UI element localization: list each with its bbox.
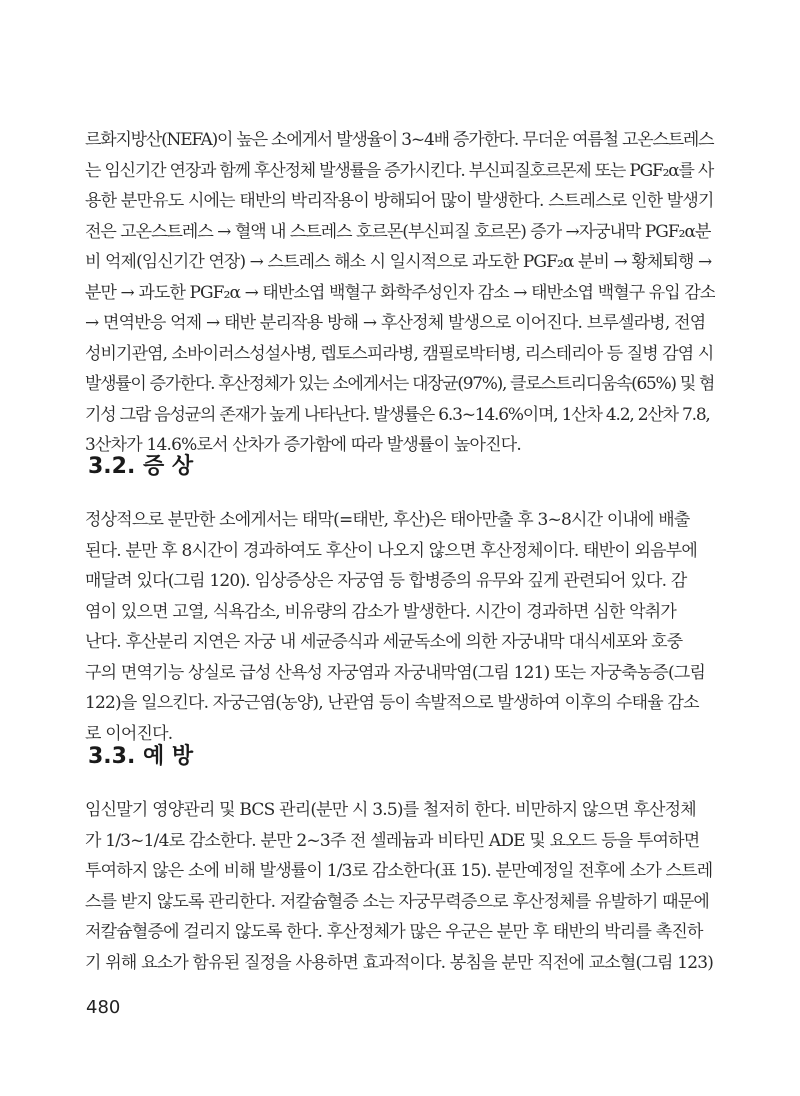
text-line: 가 1/3~1/4로 감소한다. 분만 2~3주 전 셀레늄과 비타민 ADE 및 요오드 등을 투여하면 [85,830,700,851]
text-line: 분만 → 과도한 PGF₂α → 태반소엽 백혈구 화학주성인자 감소 → 태반소엽 백혈구 유입 감소 [85,282,715,303]
text-line: 기성 그람 음성균의 존재가 높게 나타난다. 발생률은 6.3~14.6%이며, 1산차 4.2, 2산차 7.8, [85,404,710,425]
page-number: 480 [86,997,121,1018]
text-line: 3산차가 14.6%로서 산차가 증가함에 따라 발생률이 높아진다. [85,435,521,455]
text-line: 발생률이 증가한다. 후산정체가 있는 소에게서는 대장균(97%), 클로스트리디움속(65%) 및 혐 [85,374,715,394]
text-line: → 면역반응 억제 → 태반 분리작용 방해 → 후산정체 발생으로 이어진다. 브루셀라병, 전염 [85,313,706,333]
text-line: 정상적으로 분만한 소에게서는 태막(=태반, 후산)은 태아만출 후 3~8시간 이내에 배출 [85,510,690,530]
text-line: 용한 분만유도 시에는 태반의 박리작용이 방해되어 많이 발생한다. 스트레스로 인한 발생기 [85,191,714,211]
text-line: 122)을 일으킨다. 자궁근염(농양), 난관염 등이 속발적으로 발생하여 이후의 수태율 감소 [85,693,699,713]
text-line: 로 이어진다. [85,723,173,744]
text-line: 기 위해 요소가 함유된 질정을 사용하면 효과적이다. 봉침을 분만 직전에 교소혈(그림 123) [85,952,714,973]
text-line: 매달려 있다(그림 120). 임상증상은 자궁염 등 합병증의 유무와 깊게 관련되어 있다. 감 [85,571,687,591]
text-line: 성비기관염, 소바이러스성설사병, 렙토스피라병, 캠필로박터병, 리스테리아 등 질병 감염 시 [85,343,714,364]
section-heading-symptoms: 3.2. 증 상 [88,454,194,479]
text-line: 된다. 분만 후 8시간이 경과하여도 후산이 나오지 않으면 후산정체이다. 태반이 외음부에 [85,540,698,561]
text-line: 비 억제(임신기간 연장) → 스트레스 해소 시 일시적으로 과도한 PGF₂α 분비 → 황체퇴행 → [85,252,712,272]
section-heading-prevention: 3.3. 예 방 [88,744,194,769]
intro-paragraph [85,125,715,461]
text-line: 르화지방산(NEFA)이 높은 소에게서 발생율이 3~4배 증가한다. 무더운 여름철 고온스트레스 [85,130,714,150]
text-line: 는 임신기간 연장과 함께 후산정체 발생률을 증가시킨다. 부신피질호르몬제 또는 PGF₂α를 사 [85,160,714,181]
text-line: 저칼슘혈증에 걸리지 않도록 한다. 후산정체가 많은 우군은 분만 후 태반의 박리를 촉진하 [85,922,703,942]
text-line: 투여하지 않은 소에 비해 발생률이 1/3로 감소한다(표 15). 분만예정일 전후에 소가 스트레 [85,861,713,881]
text-line: 염이 있으면 고열, 식욕감소, 비유량의 감소가 발생한다. 시간이 경과하면 심한 악취가 [85,601,676,622]
text-line: 전은 고온스트레스 → 혈액 내 스트레스 호르몬(부신피질 호르몬) 증가 →자궁내막 PGF₂α분 [85,221,711,242]
text-line: 스를 받지 않도록 관리한다. 저칼슘혈증 소는 자궁무력증으로 후산정체를 유발하기 때문에 [85,891,710,912]
text-line: 임신말기 영양관리 및 BCS 관리(분만 시 3.5)를 철저히 한다. 비만하지 않으면 후산정체 [85,800,696,820]
symptoms-paragraph [85,505,715,749]
prevention-paragraph [85,795,715,978]
text-line: 구의 면역기능 상실로 급성 산욕성 자궁염과 자궁내막염(그림 121) 또는 자궁축농증(그림 [85,662,706,683]
text-line: 난다. 후산분리 지연은 자궁 내 세균증식과 세균독소에 의한 자궁내막 대식세포와 호중 [85,632,683,652]
